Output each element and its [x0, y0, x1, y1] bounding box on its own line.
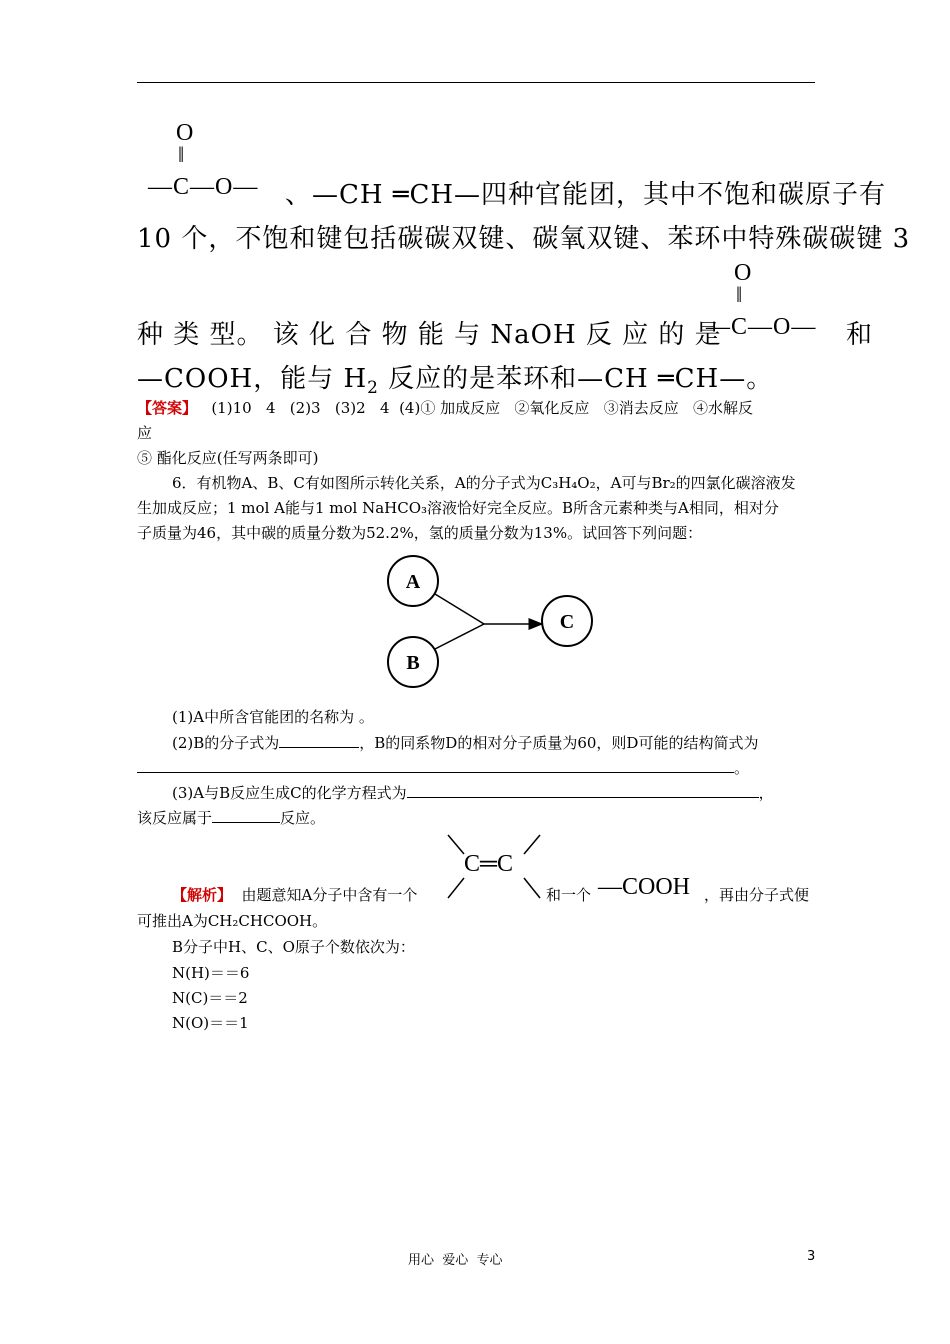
answer-blank-equation	[407, 781, 759, 798]
subq-2	[172, 731, 758, 755]
subq-1: (1)A中所含官能团的名称为 。	[172, 708, 374, 726]
subq-2-a: (2)B的分子式为	[172, 734, 280, 752]
answer-line-3: ⑤ 酯化反应(任写两条即可)	[137, 449, 319, 467]
node-c-label: C	[559, 611, 575, 633]
big-line-3b: 和	[846, 320, 874, 350]
answer-tag: 【答案】	[137, 399, 198, 417]
answer-blank-b-formula	[279, 731, 359, 748]
answer-blank-reaction-type	[212, 806, 280, 823]
ester-structure-2	[706, 260, 836, 350]
subq-4-a: 该反应属于	[137, 809, 213, 827]
subq-3-a: (3)A与B反应生成C的化学方程式为	[172, 784, 407, 802]
analysis-text-a: 由题意知A分子中含有一个	[232, 886, 418, 904]
edge-b	[435, 624, 484, 649]
answer-line-2: 应	[137, 424, 153, 442]
big-line-2: 10 个，不饱和键包括碳碳双键、碳氧双键、苯环中特殊碳碳键 3	[137, 224, 911, 254]
analysis-tag: 【解析】	[172, 886, 233, 904]
subq-3-end: ，	[758, 784, 774, 802]
ester-carbonyl-o: O	[176, 120, 195, 146]
big-line-4a: —COOH，能与 H	[137, 364, 368, 394]
node-a-label: A	[405, 571, 421, 593]
node-b-label: B	[406, 652, 420, 674]
edge-a	[435, 594, 484, 624]
analysis-line-2: 可推出A为CH₂CHCOOH。	[137, 912, 328, 930]
subq-2-line	[137, 756, 749, 780]
big-line-4-sub: 2	[367, 377, 379, 398]
ester-chain: —C—O—	[706, 314, 817, 340]
alkene-structure	[444, 832, 544, 902]
analysis-no: N(O)＝＝1	[172, 1014, 249, 1032]
big-line-3a: 种 类 型。 该 化 合 物 能 与 NaOH 反 应 的 是	[137, 320, 722, 350]
analysis-nc: N(C)＝＝2	[172, 989, 248, 1007]
ester-structure-1	[148, 120, 278, 210]
ester-carbonyl-o: O	[734, 260, 753, 286]
page-number: 3	[807, 1249, 816, 1264]
footer-slogan: 用心 爱心 专心	[408, 1253, 503, 1268]
subq-3	[172, 781, 774, 805]
analysis-text-c: ，再由分子式便	[704, 886, 810, 904]
big-line-4b: 反应的是苯环和—CH ═CH—。	[378, 364, 774, 394]
subq-4-b: 反应。	[280, 809, 326, 827]
analysis-cooh: —COOH	[598, 874, 691, 900]
ester-double-bond: ‖	[736, 282, 744, 307]
question-line-1: 6．有机物A、B、C有如图所示转化关系，A的分子式为C₃H₄O₂，A可与Br₂的四氯化碳溶液发	[172, 474, 796, 492]
conversion-diagram	[380, 552, 610, 697]
analysis-nh: N(H)＝＝6	[172, 964, 250, 982]
big-line-1: 、—CH ═CH—四种官能团，其中不饱和碳原子有	[285, 180, 887, 210]
answer-blank-d-structure	[137, 756, 734, 773]
ester-chain: —C—O—	[148, 174, 259, 200]
question-line-3: 子质量为46，其中碳的质量分数为52.2%，氢的质量分数为13%。试回答下列问题：	[137, 524, 703, 542]
ester-double-bond: ‖	[178, 142, 186, 167]
alkene-label: C═C	[464, 851, 514, 877]
big-line-4	[137, 358, 773, 397]
analysis-line-1a	[172, 883, 417, 907]
header-rule	[137, 82, 815, 83]
analysis-line-3: B分子中H、C、O原子个数依次为：	[172, 938, 415, 956]
question-line-2: 生加成反应；1 mol A能与1 mol NaHCO₃溶液恰好完全反应。B所含元素种类与A相同，相对分	[137, 499, 779, 517]
analysis-text-b: 和一个	[546, 886, 592, 904]
subq-2-end: 。	[734, 759, 750, 777]
answer-text-1: (1)10 4 (2)3 (3)2 4 (4)① 加成反应 ②氧化反应 ③消去反应 ④水解反	[197, 399, 754, 417]
answer-line-1	[137, 396, 753, 420]
subq-2-b: ，B的同系物D的相对分子质量为60，则D可能的结构简式为	[359, 734, 759, 752]
subq-4	[137, 806, 325, 830]
